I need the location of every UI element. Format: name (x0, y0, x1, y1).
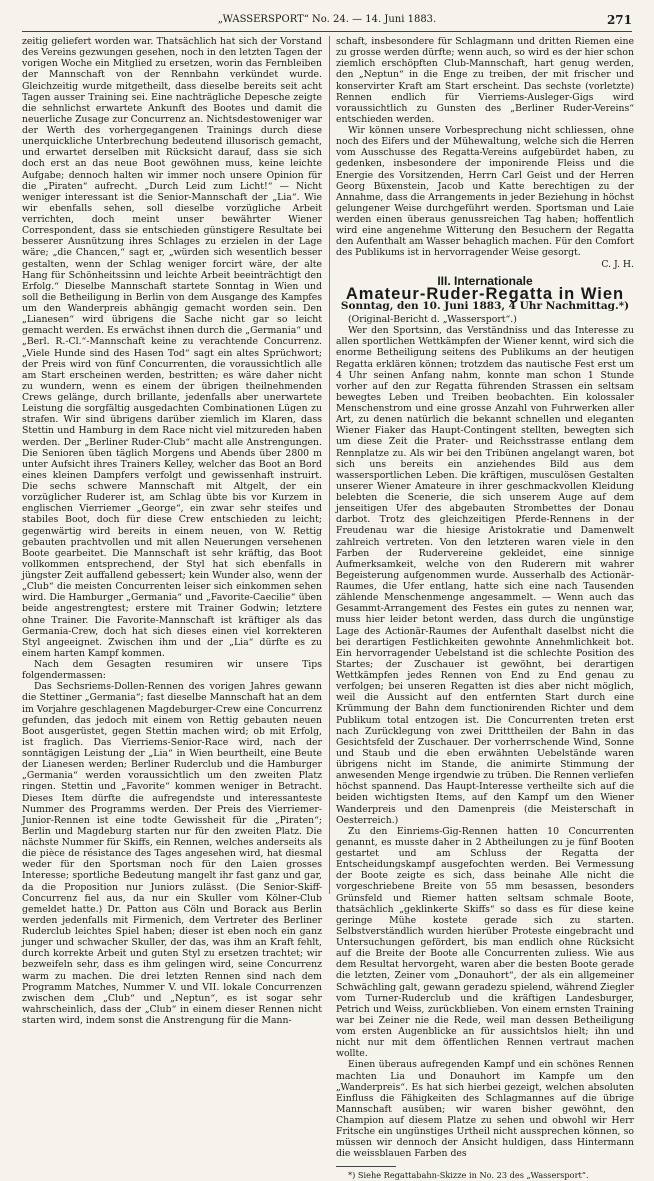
author-signature: C. J. H. (601, 258, 634, 270)
left-column (22, 36, 322, 1026)
article-dateline: Sonntag, den 10. Juni 1883, 4 Uhr Nachmittag.*) (340, 299, 630, 312)
right-column (336, 36, 635, 1180)
paragraph: Wer den Sportsinn, das Verständniss und das Interesse zu allen sportlichen Wettkämpfen der Wiener kennt, wird sich die enorme Betheiligung seitens des Publikums an der heutigen Regatta erklären können; trotzdem das nautische Fest erst um 4 Uhr seinen Anfang nahm, konnte man schon 1 Stunde vorher auf den zur Regatta führenden Strassen ein seltsam bewegtes Leben und Treiben beobachten. Ein kolossaler Menschenstrom und eine grosse Anzahl von Fuhrwerken aller Art, zu denen natürlich die bekannt schnellen und eleganten Wiener Fiaker das Haupt-Contingent stellten, bewegten sich um diese Zeit die Prater- und Reichsstrasse entlang dem Rennplatze zu. Als wir bei den Tribünen angelangt waren, bot sich uns bereits ein anziehendes Bild aus dem wassersportlichen Leben. Die kräftigen, musculösen Gestalten unserer Wiener Amateure in ihrer geschmackvollen Kleidung belebten die Scenerie, die sich unserem Auge auf dem jenseitigen Ufer des abgebauten Strombettes der Donau darbot. Trotz des gleichzeitigen Pferde-Rennens in der Freudenau war die hiesige Aristokratie und Damenwelt zahlreich vertreten. Von den letzteren waren viele in den Farben der Rudervereine gekleidet, eine sinnige Aufmerksamkeit, welche von den Ruderern mit wahrer Begeisterung aufgenommen wurde. Ausserhalb des Actionär-Raumes, die Ufer entlang, hatte sich eine nach Tausenden zählende Menschenmenge angesammelt. — Wenn auch das Gesammt-Arrangement des Festes ein gutes zu nennen war, muss hier leider betont werden, dass durch die ungünstige Lage des Actionär-Raumes der Aufenthalt daselbst nicht die bei derartigen Festlichkeiten gewohnte Annehmlichkeit bot. Ein hervorragender Uebelstand ist die schlechte Position des Startes; der Zuschauer ist gewöhnt, bei derartigen Wettkämpfen jedes Rennen von End zu End genau zu verfolgen; bei unseren Regatten ist dies aber nicht möglich, weil die Aussicht auf den entfernten Start durch eine Krümmung der Bahn dem functionirenden Richter und dem Publikum total entzogen ist. Die Concurrenten treten erst nach Zurücklegung von zwei Dritttheilen der Bahn in das Gesichtsfeld der Zuschauer. Der vorherrschende Wind, Sonne und Staub und die eben erwähnten Uebelstände waren übrigens nicht im Stande, die animirte Stimmung der anwesenden Menge irgendwie zu trüben. Die Rennen verliefen höchst spannend. Das Haupt-Interesse vertheilte sich auf die beiden wichtigsten Items, auf den Kampf um den Wiener Wanderpreis und den Damenpreis (die Meisterschaft in Oesterreich.) (336, 325, 635, 826)
running-head (22, 14, 632, 30)
section-number: III. Internationale (437, 273, 533, 288)
article-origin: (Original-Bericht d. „Wassersport“.) (348, 314, 517, 325)
page-number: 271 (606, 13, 632, 27)
footnote: *) Siehe Regattabahn-Skizze in No. 23 des „Wassersport“. (348, 1169, 589, 1180)
header-title: „WASSERSPORT“ No. 24. — 14. Juni 1883. (217, 14, 437, 25)
paragraph: Zu den Einriems-Gig-Rennen hatten 10 Concurrenten genannt, es musste daher in 2 Abtheilungen zu je fünf Booten gestartet und am Schluss der Regatta der Entscheidungskampf ausgefochten werden. Bei Vermessung der Boote zeigte es sich, dass beinahe Alle nicht die vorgeschriebene Breite von 55 mm besassen, besonders Grünsfeld und Riemer hatten seltsam schmale Boote, thatsächlich „geklinkerte Skiffs“ so dass es für diese keine geringe Mühe kostete gerade sich zu starten. Selbstverständlich wurden hierüber Proteste eingebracht und Untersuchungen gefördert, bis man endlich ohne Rücksicht auf die Breite der Boote alle Concurrenten zuliess. Wie aus dem Resultat hervorgeht, waren aber die besten Boote gerade die letzten, Zeiner vom „Donauhort“, der als ein allgemeiner Schwächling galt, gewann geradezu spielend, während Ziegler vom Turner-Ruderclub und die kräftigen Landesburger, Petrich und Weiss, zurückblieben. Von einem ernsten Training war bei Zeiner nie die Rede, weil man dessen Betheiligung vom ersten Augenblicke an für aussichtslos hielt; ihn und nicht nur mit dem öffentlichen Rennen vertraut machen wollte. (336, 825, 634, 1060)
paragraph: Das Sechsriems-Dollen-Rennen des vorigen Jahres gewann die Stettiner „Germania“; fast dieselbe Mannschaft hat an dem im Vorjahre geschlagenen Magdeburger-Crew eine Concurrenz gefunden, das jedoch mit einem von Rettig gebauten neuen Boot ausgerüstet, gegen Stettin machen wird; ob mit Erfolg, ist fraglich. Das Vierriems-Senior-Race wird, nach der sonntägigen Leistung der „Lia“ in Wien beurtheilt, eine Beute der Lianesen werden; Berliner Ruderclub und die Hamburger „Germania“ werden voraussichtlich um den zweiten Platz ringen. Stettin und „Favorite“ kommen weniger in Betracht. Dieses Item dürfte die aufregendste und interessanteste Nummer des Programms werden. Der Preis des Vierriemer-Junior-Rennen ist eine todte Gewissheit für die „Piraten“; Berlin und Magdeburg starten nur für den zweiten Platz. Die nächste Nummer für Skiffs, ein Rennen, welches anderseits als die pièce de résistance des Tages angesehen wird, hat diesmal weder für den Sportsman noch für den Laien grosses Interesse; sportliche Bedeutung mangelt ihr fast ganz und gar, da die Proposition nur Juniors zulässt. (Die Senior-Skiff-Concurrenz fiel aus, da nur ein Skuller vom Kölner-Club gemeldet hatte.) Dr. Patton aus Cöln und Borack aus Berlin werden jedenfalls mit Firmenich, dem Vertreter des Berliner Ruderclub leichtes Spiel haben; dieser ist eben noch ein ganz junger und schwacher Skuller, der das, was ihm an Kraft fehlt, durch korrekte Arbeit und guten Styl zu ersetzen trachtet; wir bezweifeln sehr, dass es ihm gelingen wird, seine Concurrenz warm zu machen. Die drei letzten Rennen sind nach dem Programm Matches, Nummer V. und VII. lokale Concurrenzen zwischen dem „Club“ und „Neptun“, es ist sogar sehr wahrscheinlich, dass der „Club“ in einem dieser Rennen nicht starten wird, indem sonst die Anstrengung für die Mann- (22, 681, 322, 1026)
column-divider (329, 36, 330, 894)
paragraph: Wir können unsere Vorbesprechung nicht schliessen, ohne noch des Eifers und der Mühewaltung, welche sich die Herren vom Ausschusse des Regatta-Vereins aufgebürdet haben, zu gedenken, insbesondere der imponirende Fleiss und die Energie des Vorsitzenden, Herrn Carl Geist und der Herren Georg Büxenstein, Jacob und Katte berechtigen zu der Annahme, dass die Arrangements in jeder Beziehung in höchst gelungener Weise durchgeführt werden. Sportsman und Laie werden einen überaus genussreichen Tag haben; hoffentlich wird eine angenehme Witterung den Besuchern der Regatta den Aufenthalt am Wasser behaglich machen. Für den Comfort des Publikums ist in hervorragender Weise gesorgt. (336, 125, 634, 259)
paragraph: zeitig geliefert worden war. Thatsächlich hat sich der Vorstand des Vereins gezwungen gesehen, noch in den letzten Tagen der vorigen Woche ein Mitglied zu ersetzen, worin das Fernbleiben der Mannschaft von der Rennbahn verkündet wurde. Gleichzeitig wurde mitgetheilt, dass dieselbe bereits seit acht Tagen ausser Training sei. Eine nachträgliche Depesche zeigte die sehnlichst erwartete Ankunft des Bootes und damit die neuerliche Zusage zur Concurrenz an. Nichtsdestoweniger war der Werth des vorhergegangenen Trainings durch diese unerquickliche Unterbrechung bedeutend illusorisch gemacht, und erwartet derselben mit Rücksicht darauf, dass sie sich doch erst an das neue Boot gewöhnen muss, keine leichte Aufgabe; dennoch halten wir immer noch unsere Opinion für die „Piraten“ aufrecht. „Durch Leid zum Licht!“ — Nicht weniger interessant ist die Senior-Mannschaft der „Lia“. Wie wir ebenfalls sehen, soll dieselbe vorzügliche Arbeit verrichten, doch meint unser bewährter Wiener Correspondent, dass sie entschieden günstigere Resultate bei besserer Ausnützung ihres Schlages zu erzielen in der Lage wäre; „die Chancen,“ sagt er, „würden sich wesentlich besser gestalten, wenn der Schlag weniger forcirt wäre, der alte Hang für Schönheitssinn und leichte Arbeit beeinträchtigt den Erfolg.“ Dieselbe Mannschaft startete Sonntag in Wien und soll die Betheiligung in Berlin von dem Ausgange des Kampfes um den Wanderpreis abhängig gemacht worden sein. Den „Lianesen“ wird übrigens die Sache nicht gar so leicht gemacht werden. Es erwächst ihnen durch die „Germania“ und „Berl. R.-Cl.“-Mannschaft keine zu verachtende Concurrenz. „Viele Hunde sind des Hasen Tod“ sagt ein altes Sprüchwort; der Preis wird von fünf Concurrenten, die voraussichtlich alle am Start erscheinen werden, bestritten; es wäre daher nicht zu wundern, wenn es einem der übrigen theilnehmenden Crews gelänge, durch brillante, jedenfalls aber unerwartete Leistung die sorgfältig ausgedachten Combinationen Lügen zu strafen. Wir sind übrigens darüber ziemlich im Klaren, dass Stettin und Hamburg in dem Race nicht viel mitzureden haben werden. Der „Berliner Ruder-Club“ macht alle Anstrengungen. Die Senioren üben täglich Morgens und Abends über 2800 m unter Aufsicht ihres Trainers Kelley, welcher das Boot an Bord eines kleinen Dampfers verfolgt und gewissenhaft instruirt. Die sechs schwere Mannschaft mit Altgelt, der ein vorzüglicher Ruderer ist, am Schlag übte bis vor Kurzem in englischen Vierriemer „George“, ein zwar sehr steifes und stabiles Boot, doch für diese Crew entschieden zu leicht; gegenwärtig wird bereits in einem neuen, von W. Rettig gebauten prachtvollen und mit allen Neuerungen versehenen Boote gearbeitet. Die Mannschaft ist sehr kräftig, das Boot vollkommen entsprechend, der Styl hat sich ebenfalls in jüngster Zeit auffallend gebessert; kein Wunder also, wenn der „Club“ die meisten Concurrenten leiser sich einkommen sehen wird. Die Hamburger „Germania“ und „Favorite-Caecilie“ üben beide angestrengtest; erstere mit Trainer Godwin; letztere ohne Trainer. Die Favorite-Mannschaft ist kräftiger als das Germania-Crew, doch hat sich dieses einen viel korrekteren Styl angeeignet. Zwischen ihm und der „Lia“ dürfte es zu einem harten Kampf kommen. (22, 36, 322, 659)
article-headline: Amateur-Ruder-Regatta in Wien (345, 284, 625, 303)
paragraph: Einen überaus aufregenden Kampf und ein schönes Rennen machten Lia und Donauhort im Kampfe um den „Wanderpreis“. Es hat sich hierbei gezeigt, welchen absoluten Einfluss die Fähigkeiten des Schlagmannes auf die übrige Mannschaft ausüben; wir waren bisher gewöhnt, den Champion auf diesem Platze zu sehen und obwohl wir Herr Fritsche ein ungünstiges Urtheil nicht aussprechen können, so müssen wir dennoch der Ansicht huldigen, dass Hintermann die weissblauen Farben des (336, 1059, 634, 1160)
header-rule (22, 31, 632, 32)
footnote-rule (336, 1166, 396, 1167)
paragraph: Nach dem Gesagten resumiren wir unsere Tips folgendermassen: (22, 659, 322, 682)
paragraph: schaft, insbesondere für Schlagmann und dritten Riemen eine zu grosse werden dürfte; wenn auch, so wird es der hier schon ziemlich erschöpften Club-Mannschaft, hart genug werden, den „Neptun“ in die Enge zu treiben, der mit frischer und konservirter Kraft am Start erscheint. Das sechste (vorletzte) Rennen endlich für Vierriems-Ausleger-Gigs wird voraussichtlich zu Gunsten des „Berliner Ruder-Vereins“ entschieden werden. (336, 36, 634, 125)
